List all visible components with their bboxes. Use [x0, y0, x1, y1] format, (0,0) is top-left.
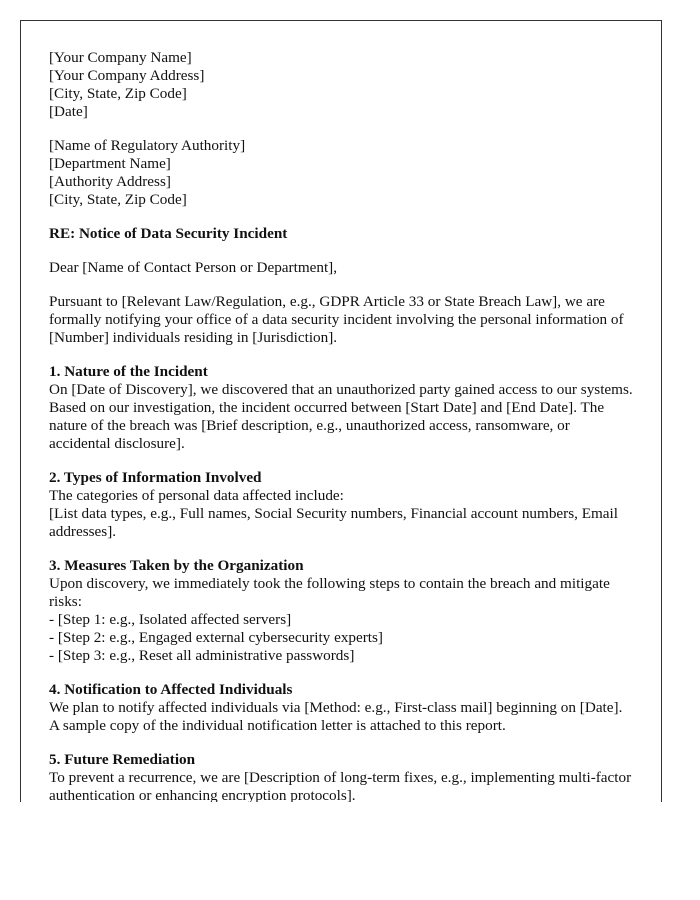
step-item: - [Step 3: e.g., Reset all administrative passwords]: [49, 647, 355, 664]
section-measures-taken: [49, 557, 633, 665]
step-item: - [Step 2: e.g., Engaged external cybersecurity experts]: [49, 629, 383, 646]
section-types-of-information: [49, 469, 633, 541]
sender-company-address: [Your Company Address]: [49, 67, 205, 84]
recipient-address: [Authority Address]: [49, 173, 171, 190]
recipient-address-block: [49, 137, 633, 209]
step-item: - [Step 1: e.g., Isolated affected servers]: [49, 611, 292, 628]
section-future-remediation: [49, 751, 633, 802]
section-heading: 1. Nature of the Incident: [49, 363, 208, 380]
section-body: On [Date of Discovery], we discovered that an unauthorized party gained access to our systems. Based on our investigation, the incident occurred between [Start Date] and [End Date]. The nature of the breach was [Brief description, e.g., unauthorized access, ransomware, or accidental disclosure].: [49, 381, 633, 452]
sender-company-name: [Your Company Name]: [49, 49, 192, 66]
sender-city-state-zip: [City, State, Zip Code]: [49, 85, 187, 102]
letter-page: [20, 20, 662, 802]
section-heading: 3. Measures Taken by the Organization: [49, 557, 304, 574]
intro-paragraph: Pursuant to [Relevant Law/Regulation, e.g., GDPR Article 33 or State Breach Law], we are formally notifying your office of a data security incident involving the personal information of [Number] individuals residing in [Jurisdiction].: [49, 293, 624, 346]
salutation: Dear [Name of Contact Person or Department],: [49, 259, 338, 276]
section-notification: [49, 681, 633, 735]
letter-date: [Date]: [49, 103, 88, 120]
section-body: Upon discovery, we immediately took the following steps to contain the breach and mitigate risks:: [49, 575, 610, 610]
data-types-list: [List data types, e.g., Full names, Social Security numbers, Financial account numbers, Email addresses].: [49, 505, 618, 540]
section-heading: 2. Types of Information Involved: [49, 469, 262, 486]
section-heading: 5. Future Remediation: [49, 751, 196, 768]
section-heading: 4. Notification to Affected Individuals: [49, 681, 293, 698]
document-viewport: [20, 20, 662, 802]
recipient-department: [Department Name]: [49, 155, 171, 172]
section-body: We plan to notify affected individuals via [Method: e.g., First-class mail] beginning on [Date]. A sample copy of the individual notification letter is attached to this report.: [49, 699, 623, 734]
section-body: To prevent a recurrence, we are [Description of long-term fixes, e.g., implementing multi-factor authentication or enhancing encryption protocols].: [49, 769, 632, 802]
recipient-authority-name: [Name of Regulatory Authority]: [49, 137, 246, 154]
section-body: The categories of personal data affected include:: [49, 487, 344, 504]
sender-address-block: [49, 49, 633, 121]
section-nature-of-incident: [49, 363, 633, 453]
subject-line: RE: Notice of Data Security Incident: [49, 225, 288, 242]
recipient-city-state-zip: [City, State, Zip Code]: [49, 191, 187, 208]
